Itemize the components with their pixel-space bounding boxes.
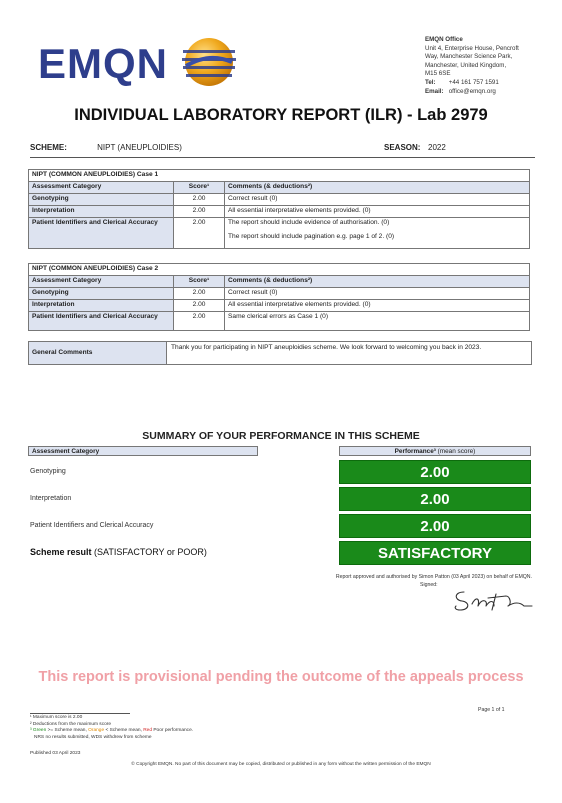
row-score: 2.00	[174, 206, 225, 218]
scheme-result-label: Scheme result	[30, 547, 92, 557]
row-comment: Same clerical errors as Case 1 (0)	[225, 312, 530, 331]
office-address	[425, 36, 555, 96]
summary-category-header: Assessment Category	[28, 446, 258, 456]
row-comment-cell	[225, 218, 530, 249]
summary-score-clerical: 2.00	[339, 514, 531, 538]
scheme-result-label-line	[30, 547, 207, 557]
emqn-logo	[38, 36, 248, 90]
footnote-3-b: < Scheme mean,	[104, 728, 144, 734]
footnote-3-green: ³ Green	[30, 728, 47, 734]
scheme-line	[30, 143, 535, 158]
case2-col-score: Score¹	[174, 276, 225, 288]
provisional-notice: This report is provisional pending the outcome of the appeals process	[38, 669, 524, 685]
report-title: INDIVIDUAL LABORATORY REPORT (ILR) - Lab 2979	[74, 106, 488, 124]
office-email[interactable]: office@emqn.org	[448, 87, 496, 95]
row-comment: Correct result (0)	[225, 194, 530, 206]
signature-icon	[450, 584, 534, 614]
case1-caption: NIPT (COMMON ANEUPLOIDIES) Case 1	[29, 170, 530, 182]
signed-label: Signed:	[420, 582, 438, 588]
footnotes	[30, 715, 193, 741]
email-label: Email:	[425, 87, 444, 95]
row-category: Patient Identifiers and Clerical Accuracy	[29, 218, 174, 249]
office-name: EMQN Office	[425, 36, 463, 43]
footnote-2: ² Deductions from the maximum score	[30, 721, 112, 727]
office-tel: +44 161 757 1591	[448, 78, 499, 86]
summary-row-genotyping: Genotyping	[30, 468, 66, 475]
footnote-3-red: Red	[143, 728, 153, 734]
row-comment: All essential interpretative elements provided. (0)	[225, 300, 530, 312]
page-number: Page 1 of 1	[478, 707, 505, 713]
footnote-3-c: Poor performance.	[152, 728, 194, 734]
copyright: © Copyright EMQN. No part of this document may be copied, distributed or published in any form without the written permission of the EMQN	[131, 762, 431, 767]
case2-table	[28, 263, 530, 331]
scheme-result-options: (SATISFACTORY or POOR)	[94, 547, 207, 557]
general-comments-label: General Comments	[29, 342, 167, 364]
summary-title: SUMMARY OF YOUR PERFORMANCE IN THIS SCHEME	[142, 430, 420, 442]
scheme-result-box: SATISFACTORY	[339, 541, 531, 565]
footnote-3-orange: Orange	[88, 728, 105, 734]
row-category: Genotyping	[29, 194, 174, 206]
globe-icon	[180, 36, 238, 88]
published-date: Published 03 April 2023	[30, 751, 81, 756]
tel-label: Tel:	[425, 78, 436, 86]
case1-col-category: Assessment Category	[29, 182, 174, 194]
approval-text: Report approved and authorised by Simon Patton (03 April 2023) on behalf of EMQN.	[335, 574, 532, 580]
footnote-3	[30, 728, 193, 735]
office-address-1: Unit 4, Enterprise House, Pencroft	[425, 44, 519, 52]
footnote-3-a: >= Scheme mean,	[46, 728, 89, 734]
office-address-2: Way, Manchester Science Park,	[425, 53, 513, 61]
row-category: Patient Identifiers and Clerical Accuracy	[29, 312, 174, 331]
row-comment: Correct result (0)	[225, 288, 530, 300]
general-comments	[28, 341, 532, 365]
table-row	[29, 206, 530, 218]
performance-label: Performance³	[394, 448, 436, 455]
row-score: 2.00	[174, 312, 225, 331]
row-score: 2.00	[174, 194, 225, 206]
case1-col-score: Score¹	[174, 182, 225, 194]
row-comment-2: The report should include pagination e.g. page 1 of 2. (0)	[228, 233, 395, 240]
footnote-divider	[30, 713, 130, 714]
summary-row-interpretation: Interpretation	[30, 495, 72, 502]
table-row	[29, 288, 530, 300]
row-category: Interpretation	[29, 206, 174, 218]
footnote-4: NRS no results submitted, WDS withdrew from scheme	[34, 734, 152, 740]
season-label: SEASON:	[384, 143, 421, 152]
season-value: 2022	[428, 143, 446, 152]
general-comments-text: Thank you for participating in NIPT aneuploidies scheme. We look forward to welcoming you back in 2023.	[171, 344, 482, 351]
footnote-1: ¹ Maximum score is 2.00	[30, 715, 83, 720]
case2-col-comments: Comments (& deductions²)	[225, 276, 530, 288]
row-score: 2.00	[174, 300, 225, 312]
row-comment: The report should include evidence of authorisation. (0)	[228, 219, 390, 226]
row-score: 2.00	[174, 288, 225, 300]
row-score: 2.00	[174, 218, 225, 249]
summary-score-genotyping: 2.00	[339, 460, 531, 484]
case1-col-comments: Comments (& deductions²)	[225, 182, 530, 194]
logo-text: EMQN	[38, 40, 168, 87]
table-row	[29, 300, 530, 312]
office-address-4: M15 6SE	[425, 70, 451, 78]
scheme-label: SCHEME:	[30, 143, 67, 152]
case2-col-category: Assessment Category	[29, 276, 174, 288]
case1-table	[28, 169, 530, 249]
row-category: Genotyping	[29, 288, 174, 300]
scheme-value: NIPT (ANEUPLOIDIES)	[97, 143, 182, 152]
table-row	[29, 218, 530, 249]
summary-score-interpretation: 2.00	[339, 487, 531, 511]
performance-sublabel: (mean score)	[437, 448, 476, 455]
row-comment: All essential interpretative elements provided. (0)	[225, 206, 530, 218]
summary-row-clerical: Patient Identifiers and Clerical Accuracy	[30, 522, 154, 529]
case2-caption: NIPT (COMMON ANEUPLOIDIES) Case 2	[29, 264, 530, 276]
row-category: Interpretation	[29, 300, 174, 312]
table-row	[29, 194, 530, 206]
office-address-3: Manchester, United Kingdom,	[425, 61, 507, 69]
summary-performance-header	[339, 446, 531, 456]
table-row	[29, 312, 530, 331]
